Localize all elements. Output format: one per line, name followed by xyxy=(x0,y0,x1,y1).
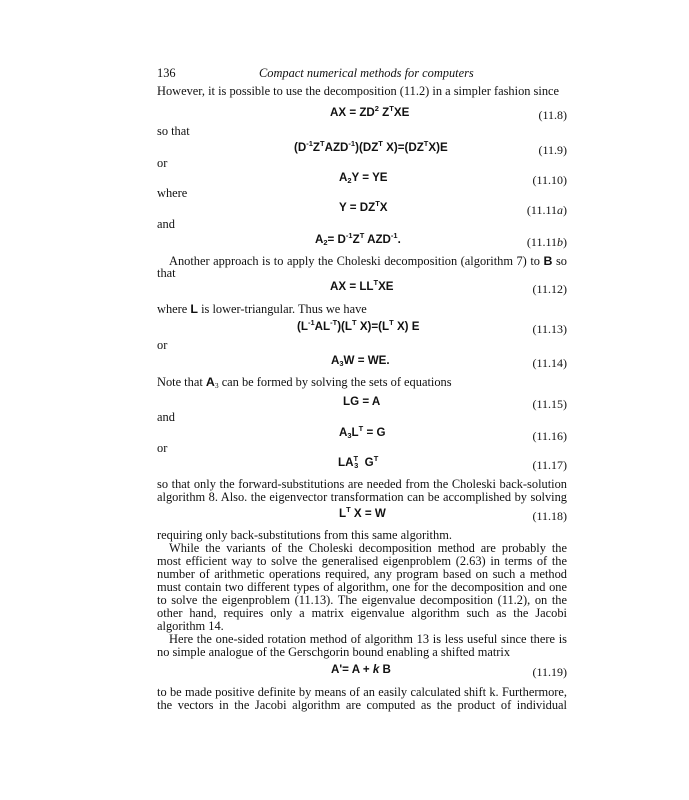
equation-11-19: A'= A + k B xyxy=(331,663,391,676)
connective-text: and xyxy=(157,217,175,231)
paragraph-line: most efficient way to solve the generalised eigenproblem (2.63) in terms of the xyxy=(157,554,567,568)
connective-text: and xyxy=(157,410,175,424)
equation-11-11a: $Y = DZ^TX$ xyxy=(339,199,388,214)
connective-text: or xyxy=(157,338,168,352)
equation-11-16: $A_3L^T = G$ xyxy=(339,424,386,440)
paragraph-line: However, it is possible to use the decomposition (11.2) in a simpler fashion since xyxy=(157,84,560,98)
equation-11-18: $L^T$ X = W xyxy=(339,505,386,520)
equation-11-11b: $A_2= D^{-1}Z^T$ $AZD^{-1}$. xyxy=(315,231,401,247)
connective-text: where xyxy=(157,186,188,200)
equation-number: (11.15) xyxy=(532,397,567,411)
paragraph-line: other hand, requires only a matrix eigenvalue algorithm such as the Jacobi xyxy=(157,606,567,620)
paragraph-line: number of arithmetic operations required, any program based on such a method xyxy=(157,567,567,581)
equation-number: (11.9) xyxy=(538,143,567,157)
paragraph-line: algorithm 8. Also. the eigenvector transformation can be accomplished by solving xyxy=(157,490,567,504)
paragraph-line: the vectors in the Jacobi algorithm are computed as the product of individual xyxy=(157,698,567,712)
equation-11-17: $LA^T_3$ $G^T$ xyxy=(338,454,379,470)
paragraph-line: where L is lower-triangular. Thus we have xyxy=(157,302,367,316)
equation-number: (11.8) xyxy=(538,108,567,122)
running-title: Compact numerical methods for computers xyxy=(259,66,474,80)
paragraph-line: to be made positive definite by means of an easily calculated shift k. Furthermore, xyxy=(157,685,567,699)
equation-number: (11.14) xyxy=(532,356,567,370)
equation-11-15: LG = A xyxy=(343,395,381,408)
paragraph-line: no simple analogue of the Gerschgorin bound enabling a shifted matrix xyxy=(157,645,511,659)
paragraph-line: must contain two different types of algorithm, one for the decomposition and one xyxy=(157,580,567,594)
paragraph-line: requiring only back-substitutions from this same algorithm. xyxy=(157,528,452,542)
paragraph-line: so that only the forward-substitutions are needed from the Choleski back-solution xyxy=(157,477,567,491)
page-number: 136 xyxy=(157,66,176,80)
paragraph-line: that xyxy=(157,266,176,280)
equation-number: (11.16) xyxy=(532,429,567,443)
equation-11-9: $(D^{-1}Z^TAZD^{-1})(DZ^T$ $X)=(DZ^TX)E$ xyxy=(294,139,448,154)
paragraph-line: Here the one-sided rotation method of algorithm 13 is less useful since there is xyxy=(169,632,567,646)
equation-number: (11.18) xyxy=(532,509,567,523)
equation-11-8: AX = $ZD^2$ $Z^TXE$ xyxy=(330,104,410,119)
equation-11-12: AX = $LL^TXE$ xyxy=(330,278,394,293)
equation-number: (11.13) xyxy=(532,322,567,336)
equation-11-10: $A_2Y$ = YE xyxy=(339,171,388,185)
equation-number: (11.10) xyxy=(532,173,567,187)
equation-number: (11.12) xyxy=(532,282,567,296)
equation-number: (11.11a) xyxy=(526,203,567,217)
equation-number: (11.17) xyxy=(532,458,567,472)
equation-11-13: $(L^{-1}AL^{-T})(L^T$ $X)=(L^T$ X) E xyxy=(297,318,420,333)
paragraph-line: Another approach is to apply the Choleski decomposition (algorithm 7) to B so xyxy=(169,254,567,268)
paragraph-line: While the variants of the Choleski decomposition method are probably the xyxy=(169,541,567,555)
paragraph-line: algorithm 14. xyxy=(157,619,224,633)
equation-11-14: $A_3W$ = WE. xyxy=(331,354,390,368)
equation-number: (11.19) xyxy=(532,665,567,679)
connective-text: so that xyxy=(157,124,190,138)
paragraph-line: to solve the eigenproblem (11.13). The eigenvalue decomposition (11.2), on the xyxy=(157,593,567,607)
connective-text: or xyxy=(157,156,168,170)
paragraph-line: Note that $A_3$ can be formed by solving the sets of equations xyxy=(157,375,452,390)
connective-text: or xyxy=(157,441,168,455)
equation-number: (11.11b) xyxy=(526,235,567,249)
